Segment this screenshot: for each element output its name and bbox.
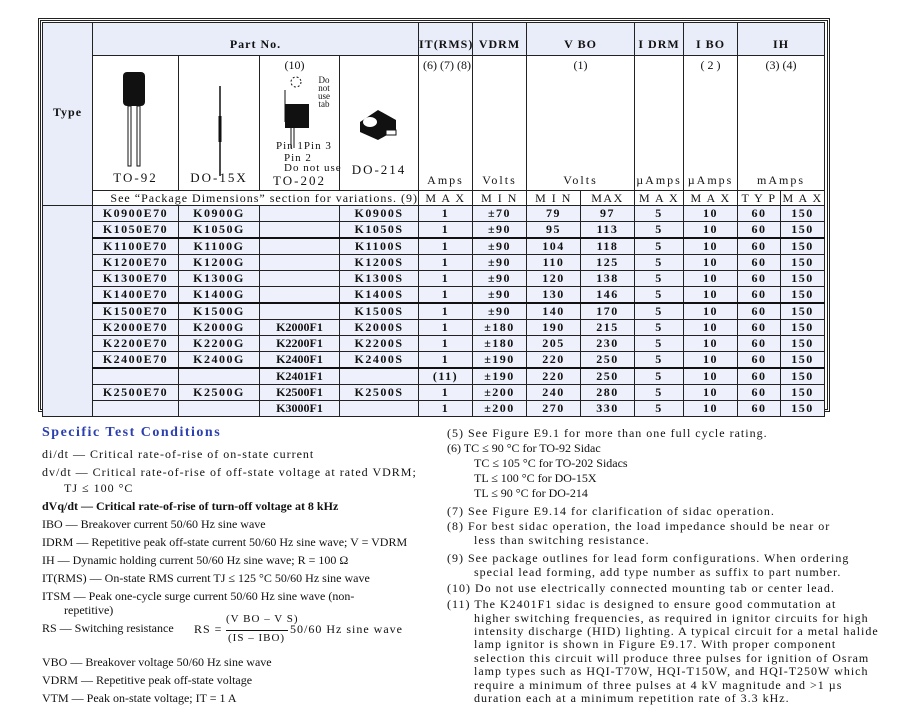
- table-cell: 250: [581, 352, 635, 369]
- test-condition-line: RS — Switching resistance: [42, 621, 174, 635]
- table-cell: 60: [738, 255, 781, 271]
- table-cell: K1400G: [179, 287, 260, 304]
- table-cell: 97: [581, 206, 635, 222]
- table-cell: K2200G: [179, 336, 260, 352]
- table-cell: 1: [419, 238, 473, 255]
- pins-annotation: Pin 1Pin 3: [276, 140, 332, 152]
- table-cell: K2200F1: [260, 336, 340, 352]
- footnote-line: selection this circuit will produce three pulses for ignition of Osram: [474, 651, 870, 665]
- table-cell: K3000F1: [260, 401, 340, 417]
- subheader: M A X: [684, 191, 738, 206]
- subheader: MAX: [581, 191, 635, 206]
- tab-annotation: Do not use tab: [318, 75, 330, 109]
- table-cell: 1: [419, 287, 473, 304]
- package-label: DO-15X: [190, 170, 248, 185]
- table-cell: 5: [635, 238, 684, 255]
- table-cell: [93, 368, 179, 385]
- package-do214: [340, 56, 419, 191]
- table-cell: 5: [635, 206, 684, 222]
- subheader: M I N: [527, 191, 581, 206]
- table-row: [43, 320, 825, 336]
- footnote-line: special lead forming, add type number as suffix to part number.: [474, 565, 842, 579]
- idrm-header: I DRM: [635, 23, 684, 56]
- table-cell: 60: [738, 238, 781, 255]
- table-cell: 60: [738, 271, 781, 287]
- table-cell: K2000G: [179, 320, 260, 336]
- pin2-annotation: Pin 2: [284, 152, 312, 164]
- package-dimensions-note: See “Package Dimensions” section for variations. (9): [93, 191, 419, 206]
- table-cell: 10: [684, 222, 738, 239]
- table-cell: [260, 238, 340, 255]
- table-cell: 5: [635, 368, 684, 385]
- table-cell: K2400S: [340, 352, 419, 369]
- table-cell: 150: [781, 271, 825, 287]
- table-cell: K2500E70: [93, 385, 179, 401]
- test-condition-line: IDRM — Repetitive peak off-state current 50/60 Hz sine wave; V = VDRM: [42, 535, 408, 549]
- package-do15x: [179, 56, 260, 191]
- table-cell: [260, 271, 340, 287]
- table-cell: K1400S: [340, 287, 419, 304]
- table-cell: 1: [419, 385, 473, 401]
- type-cell: [43, 206, 93, 417]
- test-condition-line: repetitive): [64, 603, 114, 617]
- test-condition-line: dv/dt — Critical rate-of-rise of off-state voltage at rated VDRM;: [42, 465, 417, 479]
- note-ref: (3) (4): [765, 58, 797, 72]
- table-cell: 5: [635, 352, 684, 369]
- package-to92: [93, 56, 179, 191]
- table-cell: 150: [781, 336, 825, 352]
- table-cell: [260, 222, 340, 239]
- table-cell: ±180: [473, 320, 527, 336]
- table-row: [43, 368, 825, 385]
- footnote-line: TL ≤ 90 °C for DO-214: [474, 486, 588, 500]
- table-cell: 10: [684, 271, 738, 287]
- table-cell: ±90: [473, 222, 527, 239]
- ibo-cell: [684, 56, 738, 191]
- rs-formula-num: (V BO – V S): [226, 613, 299, 625]
- table-cell: 110: [527, 255, 581, 271]
- note-ref: (10): [284, 58, 305, 72]
- test-condition-line: IBO — Breakover current 50/60 Hz sine wave: [42, 517, 266, 531]
- table-cell: 95: [527, 222, 581, 239]
- table-cell: [179, 401, 260, 417]
- table-cell: 150: [781, 352, 825, 369]
- subheader: T Y P: [738, 191, 781, 206]
- footnote-line: (6) TC ≤ 90 °C for TO-92 Sidac: [447, 441, 601, 455]
- table-cell: K0900S: [340, 206, 419, 222]
- rs-formula-lhs: RS =: [194, 622, 223, 636]
- table-cell: 5: [635, 287, 684, 304]
- footnote-line: (5) See Figure E9.1 for more than one full cycle rating.: [447, 426, 768, 440]
- table-cell: K1200G: [179, 255, 260, 271]
- footnote-line: less than switching resistance.: [474, 533, 650, 547]
- table-cell: [260, 287, 340, 304]
- table-cell: ±200: [473, 385, 527, 401]
- table-row: [43, 401, 825, 417]
- table-cell: [260, 206, 340, 222]
- test-condition-line: VDRM — Repetitive peak off-state voltage: [42, 673, 253, 687]
- table-cell: K2400G: [179, 352, 260, 369]
- table-cell: K2500S: [340, 385, 419, 401]
- package-label: TO-92: [113, 170, 158, 185]
- table-cell: K2000E70: [93, 320, 179, 336]
- unit-label: µAmps: [687, 173, 734, 187]
- table-cell: K2500G: [179, 385, 260, 401]
- table-cell: 1: [419, 255, 473, 271]
- table-cell: (11): [419, 368, 473, 385]
- table-cell: 250: [581, 368, 635, 385]
- table-cell: 138: [581, 271, 635, 287]
- footnote-line: (8) For best sidac operation, the load impedance should be near or: [447, 519, 831, 533]
- do-not-use-annotation: Do not use: [284, 162, 342, 174]
- table-cell: 230: [581, 336, 635, 352]
- table-cell: 150: [781, 385, 825, 401]
- table-cell: ±90: [473, 255, 527, 271]
- table-row: [43, 206, 825, 222]
- table-cell: K1050G: [179, 222, 260, 239]
- table-cell: 118: [581, 238, 635, 255]
- table-cell: ±200: [473, 401, 527, 417]
- table-cell: 5: [635, 222, 684, 239]
- package-label: DO-214: [351, 162, 407, 177]
- table-cell: ±190: [473, 368, 527, 385]
- table-cell: 60: [738, 303, 781, 320]
- table-cell: 150: [781, 287, 825, 304]
- table-row: [43, 352, 825, 369]
- table-cell: [179, 368, 260, 385]
- footnote-line: require a minimum of three pulses at 4 kV magnitude and >1 µs: [474, 678, 843, 692]
- test-condition-line: IT(RMS) — On-state RMS current TJ ≤ 125 °C 50/60 Hz sine wave: [42, 571, 370, 585]
- footnote-line: (9) See package outlines for lead form configurations. When ordering: [447, 551, 850, 565]
- package-label: TO-202: [273, 173, 326, 188]
- footnote-line: (11) The K2401F1 sidac is designed to ensure good commutation at: [447, 597, 837, 611]
- table-cell: 190: [527, 320, 581, 336]
- table-cell: 125: [581, 255, 635, 271]
- table-cell: K2200S: [340, 336, 419, 352]
- table-cell: 1: [419, 303, 473, 320]
- table-row: [43, 303, 825, 320]
- table-cell: 5: [635, 385, 684, 401]
- table-cell: 1: [419, 206, 473, 222]
- table-cell: 5: [635, 271, 684, 287]
- test-condition-line: TJ ≤ 100 °C: [64, 481, 134, 495]
- table-cell: 10: [684, 336, 738, 352]
- fraction-bar: [226, 630, 288, 631]
- table-cell: 1: [419, 336, 473, 352]
- table-cell: K1050S: [340, 222, 419, 239]
- sidac-spec-table: [42, 22, 825, 417]
- table-cell: [340, 368, 419, 385]
- table-cell: 330: [581, 401, 635, 417]
- table-cell: 5: [635, 336, 684, 352]
- ibo-header: I BO: [684, 23, 738, 56]
- ih-header: IH: [738, 23, 825, 56]
- subheader: M A X: [782, 191, 823, 205]
- table-cell: K2000S: [340, 320, 419, 336]
- subheader: M I N: [473, 191, 527, 206]
- table-cell: 5: [635, 255, 684, 271]
- table-cell: 60: [738, 336, 781, 352]
- rs-formula-den: (IS – IBO): [228, 632, 286, 644]
- table-cell: K1100E70: [93, 238, 179, 255]
- table-cell: 140: [527, 303, 581, 320]
- table-cell: 150: [781, 368, 825, 385]
- table-cell: 280: [581, 385, 635, 401]
- vdrm-header: VDRM: [473, 23, 527, 56]
- table-cell: 220: [527, 368, 581, 385]
- table-cell: K1300S: [340, 271, 419, 287]
- table-cell: 60: [738, 222, 781, 239]
- table-cell: 60: [738, 368, 781, 385]
- table-cell: [260, 255, 340, 271]
- table-cell: 1: [419, 320, 473, 336]
- table-cell: 215: [581, 320, 635, 336]
- table-cell: 60: [738, 385, 781, 401]
- unit-label: Volts: [563, 173, 598, 187]
- table-cell: ±90: [473, 287, 527, 304]
- table-cell: 10: [684, 385, 738, 401]
- type-header: Type: [43, 23, 93, 206]
- table-cell: 10: [684, 368, 738, 385]
- footnote-line: higher switching frequencies, as required in ignitor circuits for high: [474, 611, 869, 625]
- table-cell: 79: [527, 206, 581, 222]
- table-cell: 5: [635, 401, 684, 417]
- table-cell: [340, 401, 419, 417]
- test-condition-line: ITSM — Peak one-cycle surge current 50/60 Hz sine wave (non-: [42, 589, 355, 603]
- note-ref: (1): [573, 58, 588, 72]
- it-rms-header: IT(RMS): [419, 23, 473, 56]
- table-cell: 60: [738, 206, 781, 222]
- table-cell: K1200S: [340, 255, 419, 271]
- unit-label: Amps: [427, 173, 464, 187]
- table-cell: K2000F1: [260, 320, 340, 336]
- table-cell: K1500G: [179, 303, 260, 320]
- table-cell: ±90: [473, 238, 527, 255]
- table-cell: 10: [684, 401, 738, 417]
- table-cell: 1: [419, 222, 473, 239]
- table-cell: 60: [738, 320, 781, 336]
- table-cell: 150: [781, 320, 825, 336]
- note-ref: (6) (7) (8): [423, 58, 471, 72]
- table-cell: ±90: [473, 303, 527, 320]
- table-cell: 10: [684, 238, 738, 255]
- table-cell: 60: [738, 401, 781, 417]
- footnote-line: TC ≤ 105 °C for TO-202 Sidacs: [474, 456, 628, 470]
- table-row: [43, 271, 825, 287]
- footnote-line: lamp types such as HQI-T70W, HQI-T150W, and HQI-T250W which: [474, 664, 869, 678]
- table-cell: 240: [527, 385, 581, 401]
- table-cell: 5: [635, 303, 684, 320]
- vbo-header: V BO: [527, 23, 635, 56]
- table-cell: ±90: [473, 271, 527, 287]
- table-cell: K0900G: [179, 206, 260, 222]
- table-cell: K1050E70: [93, 222, 179, 239]
- table-cell: 150: [781, 255, 825, 271]
- table-cell: ±70: [473, 206, 527, 222]
- table-cell: ±180: [473, 336, 527, 352]
- table-cell: 150: [781, 206, 825, 222]
- table-row: [43, 385, 825, 401]
- table-cell: K2200E70: [93, 336, 179, 352]
- table-cell: 1: [419, 401, 473, 417]
- table-cell: 205: [527, 336, 581, 352]
- part-no-header: Part No.: [93, 23, 419, 56]
- table-cell: 130: [527, 287, 581, 304]
- to92-package-icon: [115, 70, 155, 180]
- table-cell: 270: [527, 401, 581, 417]
- footnote-line: (10) Do not use electrically connected mounting tab or center lead.: [447, 581, 835, 595]
- table-cell: 60: [738, 287, 781, 304]
- table-cell: [260, 303, 340, 320]
- table-cell: ±190: [473, 352, 527, 369]
- unit-label: µAmps: [636, 173, 682, 187]
- table-cell: 10: [684, 303, 738, 320]
- table-cell: K1100G: [179, 238, 260, 255]
- table-cell: K1400E70: [93, 287, 179, 304]
- table-cell: K1200E70: [93, 255, 179, 271]
- package-to202: [260, 56, 340, 191]
- table-cell: 120: [527, 271, 581, 287]
- footnote-line: duration each at a minimum repetition rate of 3.3 kHz.: [474, 691, 790, 705]
- it-cell: [419, 56, 473, 191]
- table-row: [43, 222, 825, 239]
- table-row: [43, 336, 825, 352]
- table-cell: 150: [781, 303, 825, 320]
- table-cell: K1500E70: [93, 303, 179, 320]
- table-cell: 5: [635, 320, 684, 336]
- test-condition-line: IH — Dynamic holding current 50/60 Hz sine wave; R = 100 Ω: [42, 553, 349, 567]
- table-cell: 10: [684, 255, 738, 271]
- unit-label: mAmps: [757, 173, 806, 187]
- table-cell: 220: [527, 352, 581, 369]
- table-cell: K2400E70: [93, 352, 179, 369]
- table-cell: 1: [419, 271, 473, 287]
- table-cell: 150: [781, 401, 825, 417]
- test-condition-line: dVq/dt — Critical rate-of-rise of turn-off voltage at 8 kHz: [42, 499, 339, 513]
- test-condition-line: VTM — Peak on-state voltage; IT = 1 A: [42, 691, 237, 705]
- table-cell: 113: [581, 222, 635, 239]
- table-cell: 10: [684, 352, 738, 369]
- footnote-line: (7) See Figure E9.14 for clarification of sidac operation.: [447, 504, 775, 518]
- table-cell: 10: [684, 287, 738, 304]
- test-condition-line: di/dt — Critical rate-of-rise of on-state current: [42, 447, 315, 461]
- table-cell: 150: [781, 238, 825, 255]
- table-cell: [93, 401, 179, 417]
- note-ref: ( 2 ): [700, 58, 721, 72]
- table-cell: K2401F1: [260, 368, 340, 385]
- unit-label: Volts: [482, 173, 517, 187]
- table-cell: K1500S: [340, 303, 419, 320]
- footnote-line: TL ≤ 100 °C for DO-15X: [474, 471, 597, 485]
- table-row: [43, 287, 825, 304]
- table-cell: K0900E70: [93, 206, 179, 222]
- table-cell: 10: [684, 206, 738, 222]
- subheader: M A X: [419, 191, 473, 206]
- table-cell: K1100S: [340, 238, 419, 255]
- idrm-cell: [635, 56, 684, 191]
- table-cell: K1300E70: [93, 271, 179, 287]
- ih-cell: [738, 56, 825, 191]
- footnote-line: lamp ignitor is shown in Figure E9.17. With proper component: [474, 637, 837, 651]
- table-cell: K2400F1: [260, 352, 340, 369]
- table-cell: 150: [781, 222, 825, 239]
- table-row: [43, 255, 825, 271]
- vdrm-cell: [473, 56, 527, 191]
- subheader: M A X: [635, 191, 684, 206]
- table-cell: 10: [684, 320, 738, 336]
- table-cell: 1: [419, 352, 473, 369]
- vbo-cell: [527, 56, 635, 191]
- specific-test-conditions-heading: Specific Test Conditions: [42, 425, 222, 440]
- test-condition-line: VBO — Breakover voltage 50/60 Hz sine wave: [42, 655, 272, 669]
- table-cell: 104: [527, 238, 581, 255]
- rs-formula-tail: 50/60 Hz sine wave: [290, 622, 403, 636]
- table-cell: 146: [581, 287, 635, 304]
- table-row: [43, 238, 825, 255]
- table-cell: 60: [738, 352, 781, 369]
- footnote-line: intensity discharge (HID) lighting. A typical circuit for a metal halide: [474, 624, 879, 638]
- table-cell: K2500F1: [260, 385, 340, 401]
- table-cell: K1300G: [179, 271, 260, 287]
- do214-package-icon: [356, 108, 400, 142]
- table-cell: 170: [581, 303, 635, 320]
